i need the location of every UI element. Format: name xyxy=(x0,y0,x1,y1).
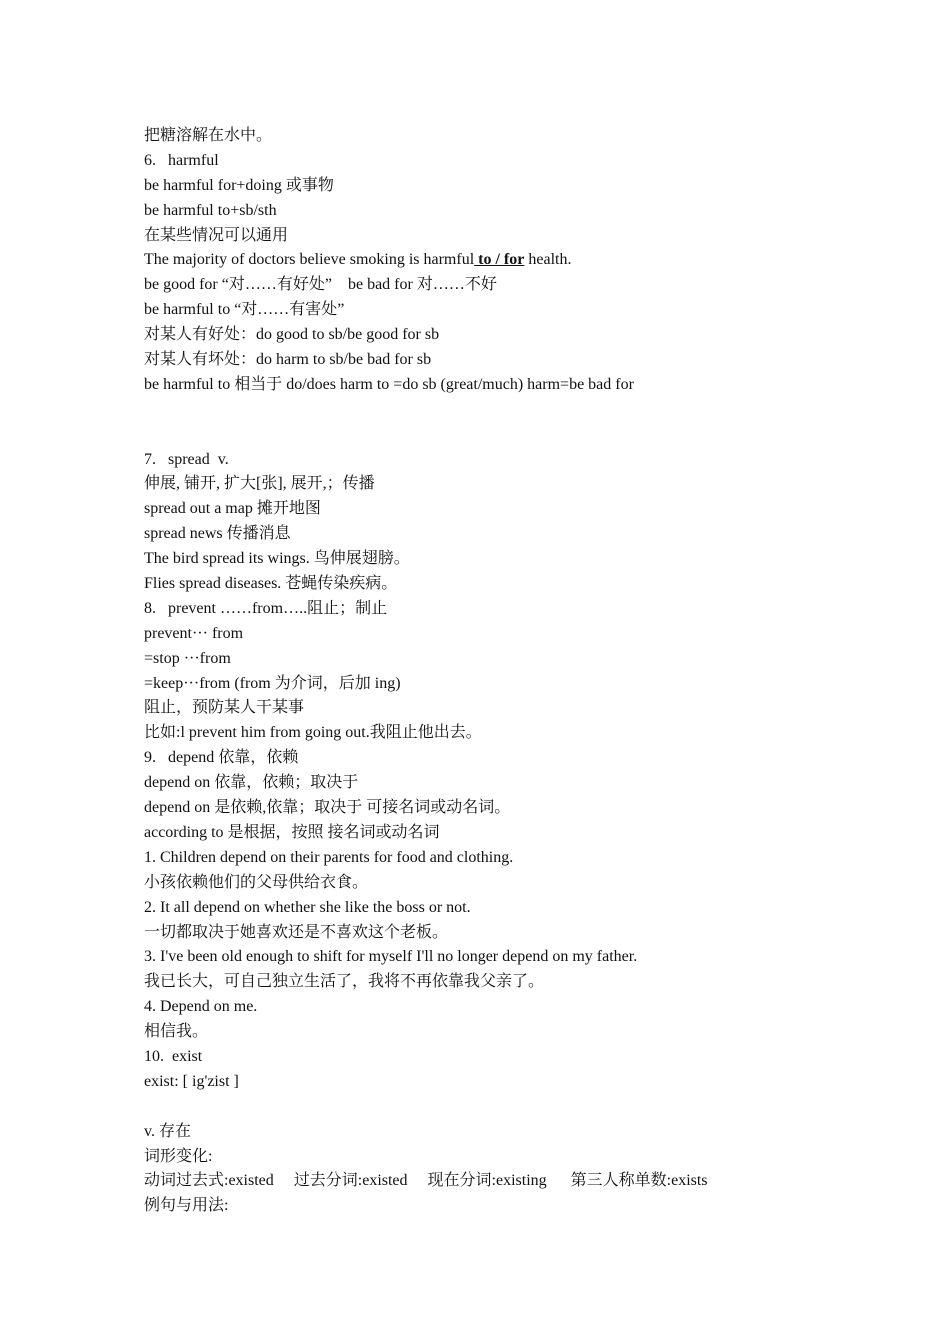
text-line: exist: [ ig'zist ] xyxy=(144,1072,239,1090)
text-line: =stop ···from xyxy=(144,649,231,667)
text-segment: The majority of doctors believe smoking is harmful xyxy=(144,251,475,269)
text-line: v. 存在 xyxy=(144,1122,191,1140)
blank-line xyxy=(144,423,844,448)
text-line: 一切都取决于她喜欢还是不喜欢这个老板。 xyxy=(144,923,449,941)
text-line: 2. It all depend on whether she like the boss or not. xyxy=(144,898,471,916)
text-line: be harmful to+sb/sth xyxy=(144,201,277,219)
text-line: be harmful to 相当于 do/does harm to =do sb (great/much) harm=be bad for xyxy=(144,375,634,393)
text-line: 动词过去式:existed 过去分词:existed 现在分词:existing 第三人称单数:exists xyxy=(144,1172,708,1190)
text-line: =keep···from (from 为介词，后加 ing) xyxy=(144,674,401,692)
text-line: 把糖溶解在水中。 xyxy=(144,127,273,144)
text-line: be harmful to “对……有害处” xyxy=(144,301,345,319)
text-line: spread out a map 摊开地图 xyxy=(144,500,321,518)
text-line: 10. exist xyxy=(144,1047,203,1065)
text-line: according to 是根据，按照 接名词或动名词 xyxy=(144,823,440,841)
blank-line xyxy=(144,398,844,423)
text-line: 小孩依赖他们的父母供给衣食。 xyxy=(144,873,369,891)
text-line: 4. Depend on me. xyxy=(144,998,258,1016)
text-line: depend on 依靠，依赖；取决于 xyxy=(144,774,359,792)
text-line: 3. I've been old enough to shift for myself I'll no longer depend on my father. xyxy=(144,948,638,966)
text-line: 6. harmful xyxy=(144,151,219,169)
text-line: be good for “对……有好处” be bad for 对……不好 xyxy=(144,276,497,294)
text-line: 1. Children depend on their parents for food and clothing. xyxy=(144,848,514,866)
text-segment: health. xyxy=(524,251,572,269)
blank-line xyxy=(144,1095,844,1120)
text-line: 例句与用法: xyxy=(144,1197,229,1215)
text-line: 阻止，预防某人干某事 xyxy=(144,699,305,717)
text-line: 8. prevent ……from…..阻止；制止 xyxy=(144,599,388,617)
text-line: Flies spread diseases. 苍蝇传染疾病。 xyxy=(144,575,398,593)
text-line: 伸展, 铺开, 扩大[张], 展开,；传播 xyxy=(144,475,375,493)
text-line: prevent··· from xyxy=(144,624,244,642)
text-line: 在某些情况可以通用 xyxy=(144,226,289,244)
text-line: 9. depend 依靠，依赖 xyxy=(144,749,299,767)
text-line: 比如:l prevent him from going out.我阻止他出去。 xyxy=(144,724,482,742)
text-line: be harmful for+doing 或事物 xyxy=(144,176,334,194)
underlined-answer: to / for xyxy=(474,251,525,269)
text-line: 相信我。 xyxy=(144,1023,209,1041)
text-line: 我已长大，可自己独立生活了，我将不再依靠我父亲了。 xyxy=(144,973,545,991)
text-line: 7. spread v. xyxy=(144,450,229,468)
text-line: 对某人有坏处：do harm to sb/be bad for sb xyxy=(144,351,432,369)
text-line: The bird spread its wings. 鸟伸展翅膀。 xyxy=(144,550,410,568)
document-body xyxy=(144,124,844,1219)
text-line: 词形变化: xyxy=(144,1147,213,1165)
text-line: spread news 传播消息 xyxy=(144,525,291,543)
text-line: 对某人有好处：do good to sb/be good for sb xyxy=(144,326,440,344)
text-line xyxy=(144,248,844,273)
text-line: depend on 是依赖,依靠；取决于 可接名词或动名词。 xyxy=(144,799,511,817)
